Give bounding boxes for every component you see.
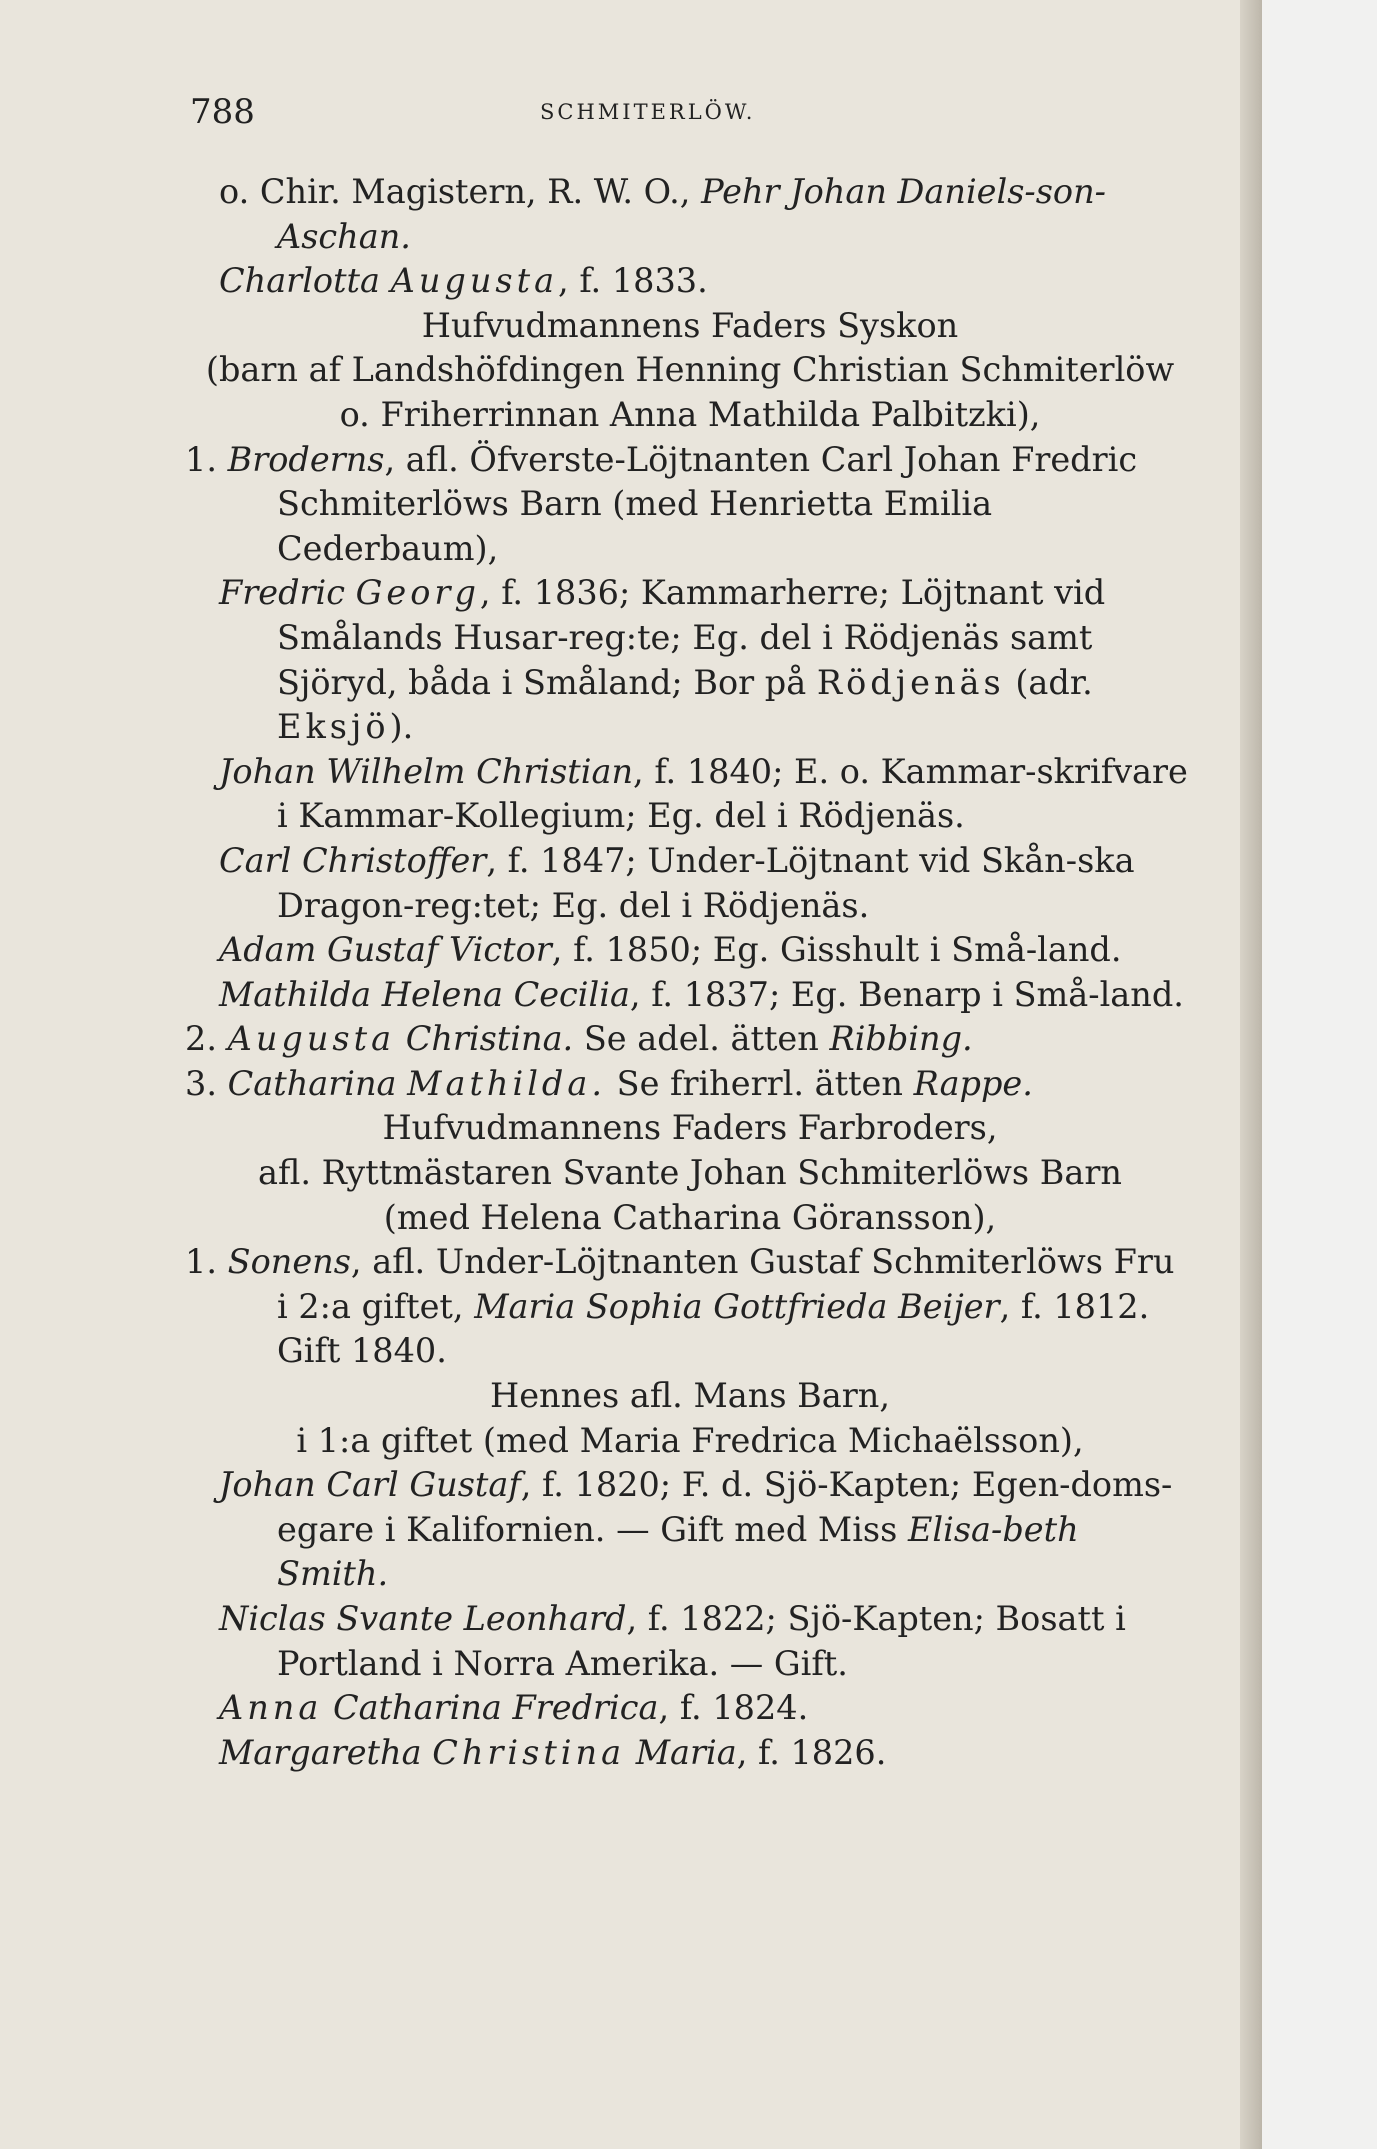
entry-text: , f. 1824. [658, 1688, 809, 1728]
entry-name: Fredric [219, 573, 356, 613]
entry-text: Rödjenäs [816, 662, 1005, 702]
entry-line [185, 170, 1195, 259]
entry-text: , afl. Öfverste-Löjtnanten Carl Johan Fredric Schmiterlöws Barn (med Henrietta Emilia Cederbaum), [277, 439, 1138, 568]
entry-text: , f. 1812. Gift 1840. [277, 1286, 1150, 1371]
text-block [185, 170, 1195, 1775]
entry-text: , f. 1822; Sjö-Kapten; Bosatt i Portland i Norra Amerika. — Gift. [277, 1599, 1126, 1683]
entry-line [185, 839, 1195, 928]
entry-number: 3. [185, 1063, 228, 1103]
background-margin [1292, 0, 1377, 2149]
entry-name: Sonens [227, 1242, 351, 1282]
entry-text: , f. 1850; Eg. Gisshult i Små-land. [551, 930, 1122, 970]
entry-name: Catharina Fredrica [322, 1688, 659, 1728]
entry-number: 1. [185, 1242, 228, 1282]
entry-name: Mathilda. [407, 1063, 606, 1103]
entry-name: Rappe. [913, 1063, 1033, 1103]
entry-text: , afl. Under-Löjtnanten Gustaf Schmiterlöws Fru i 2:a giftet, [277, 1242, 1175, 1326]
entry-number: 1. [185, 439, 228, 479]
running-head: SCHMITERLÖW. [540, 100, 756, 124]
entry-line [185, 1597, 1195, 1686]
entry-name: Broderns [227, 439, 385, 479]
entry-line [185, 1731, 1195, 1776]
entry-name: Ribbing. [829, 1019, 973, 1059]
page-edge [1240, 0, 1262, 2149]
page-number: 788 [190, 92, 255, 132]
entry-line [185, 571, 1195, 749]
section-heading: i 1:a giftet (med Maria Fredrica Michaëlsson), [296, 1420, 1084, 1460]
section-heading: (barn af Landshöfdingen Henning Christian Schmiterlöw [205, 350, 1175, 390]
entry-name: Pehr Johan Daniels-son-Aschan. [277, 172, 1106, 256]
entry-name: Adam Gustaf Victor [219, 930, 552, 970]
entry-line [185, 928, 1195, 973]
entry-text: , f. 1847; Under-Löjtnant vid Skån-ska Dragon-reg:tet; Eg. del i Rödjenäs. [277, 840, 1135, 925]
entry-line [185, 1240, 1195, 1374]
entry-text: (adr. [1004, 662, 1093, 702]
entry-text: ). [389, 707, 414, 747]
entry-line [185, 1062, 1195, 1107]
entry-name: Johan Carl Gustaf [219, 1465, 521, 1505]
entry-name: Carl Christoffer [219, 840, 487, 880]
entry-line [185, 750, 1195, 839]
entry-text: o. Chir. Magistern, R. W. O., [219, 172, 702, 211]
entry-name: Maria Sophia Gottfrieda Beijer [474, 1286, 1000, 1326]
section-heading: Hufvudmannens Faders Syskon [421, 305, 959, 345]
entry-line [185, 259, 1195, 304]
entry-name: Catharina [227, 1063, 408, 1103]
entry-number: 2. [185, 1019, 228, 1059]
entry-text: , f. 1820; F. d. Sjö-Kapten; Egen-doms-egare i Kalifornien. — Gift med Miss [277, 1465, 1173, 1549]
entry-line [185, 438, 1195, 572]
entry-line [185, 1463, 1195, 1597]
entry-name: Charlotta [219, 261, 391, 301]
section-heading: o. Friherrinnan Anna Mathilda Palbitzki), [339, 394, 1041, 434]
entry-name: Augusta [390, 261, 559, 301]
section-heading: Hennes afl. Mans Barn, [490, 1376, 890, 1416]
section-heading: Hufvudmannens Faders Farbroders, [382, 1108, 998, 1148]
entry-name: Elisa-beth Smith. [277, 1509, 1079, 1594]
entry-line [185, 1017, 1195, 1062]
entry-name: Christina [432, 1732, 626, 1772]
entry-text: , f. 1826. [736, 1732, 887, 1772]
entry-name: Margaretha [219, 1732, 433, 1772]
entry-name: Niclas Svante Leonhard [219, 1599, 627, 1638]
entry-name: Johan Wilhelm Christian [219, 751, 634, 791]
entry-line [185, 1686, 1195, 1731]
entry-text: , f. 1840; E. o. Kammar-skrifvare i Kammar-Kollegium; Eg. del i Rödjenäs. [277, 751, 1188, 836]
entry-name: Georg [355, 573, 480, 613]
entry-text: Se friherrl. ätten [605, 1063, 914, 1103]
entry-name: Maria [625, 1732, 737, 1772]
entry-text: , f. 1837; Eg. Benarp i Små-land. [629, 974, 1184, 1014]
entry-name: Anna [219, 1688, 323, 1728]
entry-name: Augusta [227, 1019, 396, 1059]
entry-line [185, 973, 1195, 1018]
entry-name: Christina. [395, 1019, 574, 1059]
entry-name: Mathilda Helena Cecilia [219, 974, 630, 1014]
entry-text: , f. 1833. [558, 261, 708, 301]
page-header [190, 92, 1190, 132]
entry-text: Se adel. ätten [573, 1019, 830, 1059]
section-heading: afl. Ryttmästaren Svante Johan Schmiterlöws Barn [258, 1153, 1122, 1193]
entry-text: , f. 1836; Kammarherre; Löjtnant vid Smålands Husar-reg:te; Eg. del i Rödjenäs samt Sjöryd, båda i Småland; Bor på [277, 573, 1106, 702]
section-heading: (med Helena Catharina Göransson), [383, 1197, 997, 1237]
entry-text: Eksjö [277, 707, 390, 747]
